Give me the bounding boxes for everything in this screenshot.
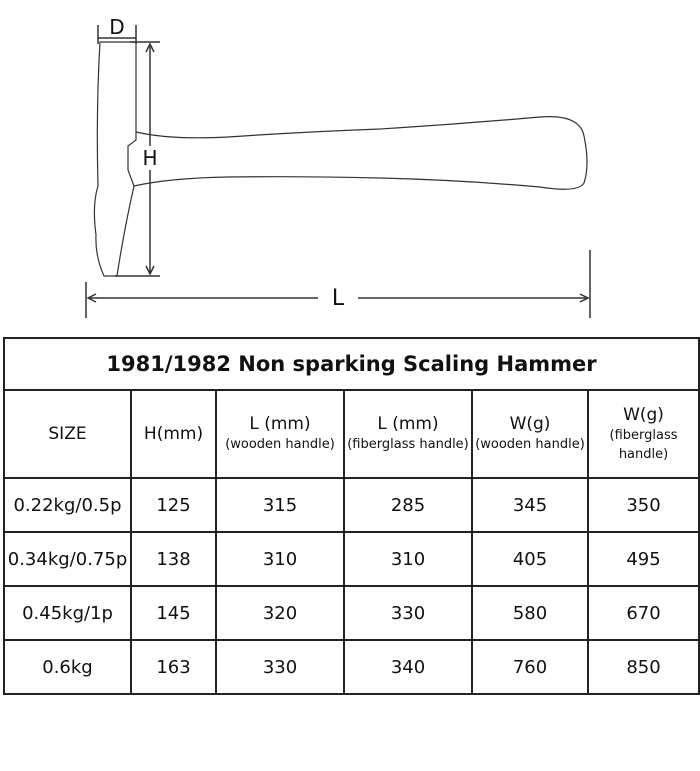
header-row	[4, 390, 699, 478]
table-cell: 0.45kg/1p	[4, 586, 131, 640]
table-cell: 495	[588, 532, 699, 586]
table-cell: 330	[216, 640, 344, 694]
table-title: 1981/1982 Non sparking Scaling Hammer	[4, 338, 699, 390]
table-cell: 405	[472, 532, 588, 586]
header-main-text: H(mm)	[143, 423, 204, 444]
header-sub-text: (fiberglass handle)	[609, 427, 678, 462]
table-cell: 320	[216, 586, 344, 640]
spec-table	[3, 337, 700, 695]
table-cell: 138	[131, 532, 216, 586]
header-cell	[588, 390, 699, 478]
table-cell: 163	[131, 640, 216, 694]
title-row	[4, 338, 699, 390]
table-cell: 345	[472, 478, 588, 532]
d-label: D	[109, 15, 125, 39]
table-cell: 310	[344, 532, 472, 586]
table-cell: 125	[131, 478, 216, 532]
header-cell	[344, 390, 472, 478]
l-label: L	[331, 286, 345, 311]
table-cell: 315	[216, 478, 344, 532]
header-cell	[216, 390, 344, 478]
table-body	[4, 478, 699, 694]
table-cell: 285	[344, 478, 472, 532]
header-sub-text: (wooden handle)	[475, 437, 585, 452]
table-row	[4, 586, 699, 640]
table-cell: 0.34kg/0.75p	[4, 532, 131, 586]
table-row	[4, 478, 699, 532]
table-cell: 0.6kg	[4, 640, 131, 694]
header-main-text: L (mm)	[249, 414, 311, 434]
table-cell: 310	[216, 532, 344, 586]
hammer-head	[94, 42, 136, 276]
header-sub-text: (fiberglass handle)	[347, 437, 469, 452]
header-sub-text: (wooden handle)	[225, 437, 335, 452]
table-cell: 330	[344, 586, 472, 640]
table-row	[4, 532, 699, 586]
table-cell: 350	[588, 478, 699, 532]
header-cell	[472, 390, 588, 478]
table-cell: 670	[588, 586, 699, 640]
header-main-text: L (mm)	[377, 414, 439, 434]
table-cell: 850	[588, 640, 699, 694]
table-cell: 760	[472, 640, 588, 694]
table-cell: 580	[472, 586, 588, 640]
header-cell	[131, 390, 216, 478]
header-main-text: SIZE	[48, 423, 87, 444]
table-cell: 145	[131, 586, 216, 640]
table-row	[4, 640, 699, 694]
header-main-text: W(g)	[509, 414, 551, 434]
header-main-text: W(g)	[623, 404, 664, 425]
table-cell: 340	[344, 640, 472, 694]
h-label: H	[142, 146, 158, 170]
header-cell	[4, 390, 131, 478]
hammer-handle	[134, 117, 587, 190]
table-cell: 0.22kg/0.5p	[4, 478, 131, 532]
hammer-diagram	[0, 0, 700, 330]
